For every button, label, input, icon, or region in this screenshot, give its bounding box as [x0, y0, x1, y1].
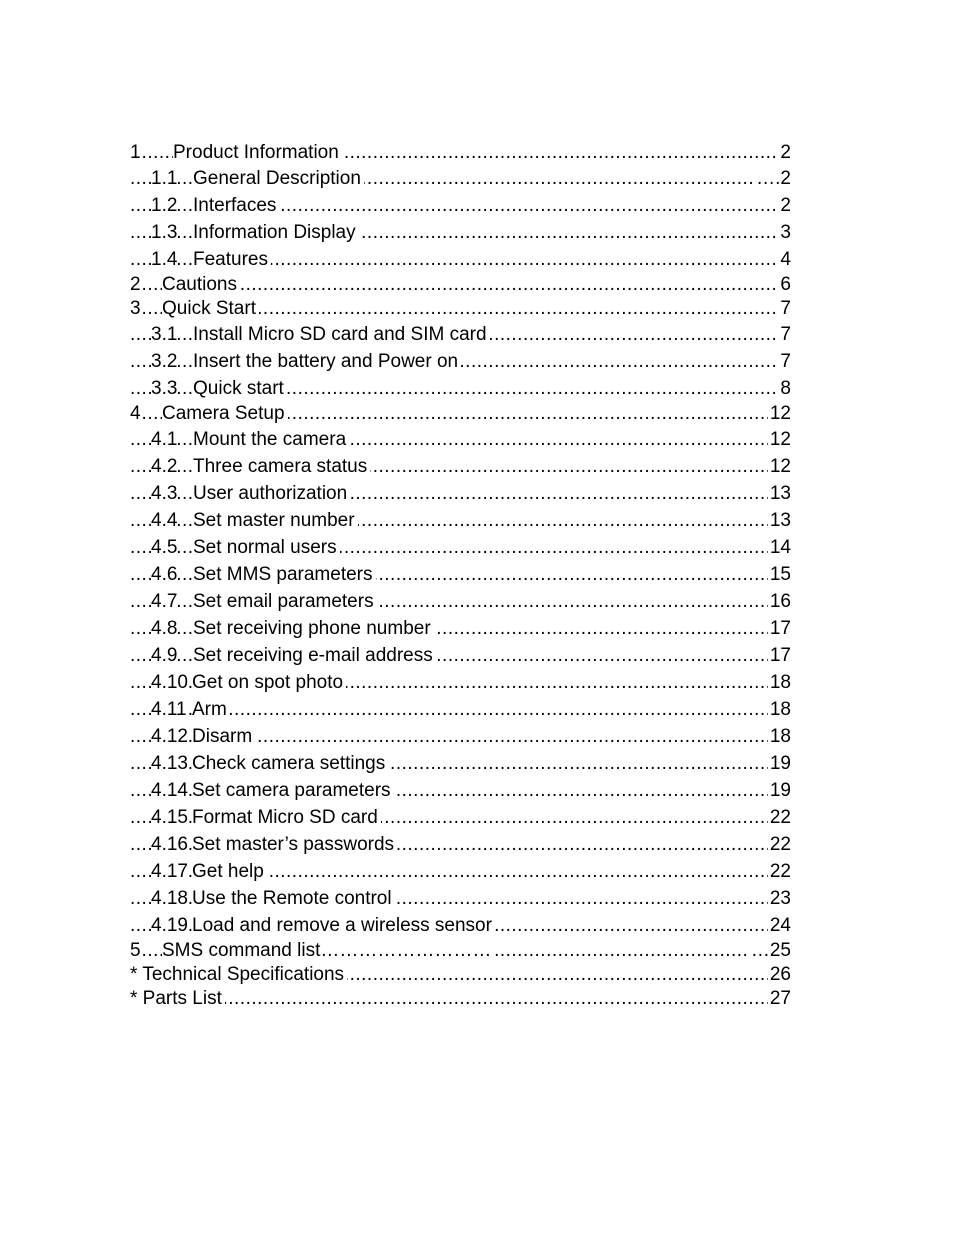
toc-entry-page: 7	[778, 348, 791, 375]
toc-entry-page: 3	[778, 219, 791, 246]
toc-entry[interactable]	[130, 480, 791, 507]
toc-entry[interactable]	[130, 192, 791, 219]
toc-entry-title: Set email parameters	[193, 588, 377, 615]
toc-entry[interactable]	[130, 561, 791, 588]
toc-entry[interactable]	[130, 723, 791, 750]
toc-entry-number: 1.3	[151, 219, 177, 246]
toc-entry-title: Disarm	[192, 723, 255, 750]
toc-entry-page: 6	[780, 274, 791, 295]
toc-entry[interactable]	[130, 858, 791, 885]
toc-entry-page: 13	[768, 507, 791, 534]
toc-entry-page: 12	[768, 426, 791, 453]
toc-entry-number: 4.1	[151, 426, 177, 453]
toc-entry[interactable]	[130, 885, 791, 912]
toc-entry[interactable]	[130, 273, 791, 297]
toc-entry-page: ….2	[754, 165, 791, 192]
toc-entry-page: 17	[768, 642, 791, 669]
toc-entry-title: SMS command list………………………	[162, 939, 494, 963]
toc-entry[interactable]	[130, 777, 791, 804]
toc-entry-title: Use the Remote control	[192, 885, 395, 912]
toc-entry-title: Quick start	[193, 375, 287, 402]
toc-entry[interactable]	[130, 141, 791, 165]
dot-leader	[130, 987, 791, 1011]
toc-entry-title: Interfaces	[193, 192, 279, 219]
toc-entry-page: 22	[768, 831, 791, 858]
toc-entry[interactable]	[130, 348, 791, 375]
toc-entry-page: 17	[768, 615, 791, 642]
toc-entry-title: General Description	[193, 165, 364, 192]
toc-entry-page: 15	[768, 561, 791, 588]
toc-entry-title: Camera Setup	[162, 402, 288, 426]
toc-entry[interactable]	[130, 165, 791, 192]
toc-entry[interactable]	[130, 987, 791, 1011]
toc-entry-title: Three camera status	[193, 453, 370, 480]
toc-entry-number: 4.13	[151, 750, 188, 777]
toc-entry-number: 3.3	[151, 375, 177, 402]
toc-entry-page: 7	[780, 298, 791, 319]
toc-entry-title: Arm	[192, 696, 230, 723]
toc-entry-page: 16	[768, 588, 791, 615]
toc-entry-number: 3.1	[151, 321, 177, 348]
toc-entry-title: Format Micro SD card	[192, 804, 381, 831]
toc-entry-title: Get on spot photo	[192, 669, 346, 696]
toc-entry[interactable]	[130, 588, 791, 615]
toc-entry[interactable]	[130, 963, 791, 987]
toc-entry-title: User authorization	[193, 480, 350, 507]
toc-entry-number: 4.10	[151, 669, 188, 696]
toc-entry-number: 1.1	[151, 165, 177, 192]
toc-entry[interactable]	[130, 426, 791, 453]
toc-entry-page: 2	[778, 192, 791, 219]
toc-entry-number: 4.7	[151, 588, 177, 615]
toc-entry-number: 3	[130, 298, 141, 319]
toc-entry-title: Cautions	[162, 273, 240, 297]
toc-entry-page: 22	[768, 858, 791, 885]
toc-entry-page: 19	[768, 750, 791, 777]
toc-entry-title: Set receiving e-mail address	[193, 642, 436, 669]
toc-entry[interactable]	[130, 297, 791, 321]
toc-entry-number: 1	[130, 142, 141, 163]
toc-entry-number: 4.2	[151, 453, 177, 480]
toc-entry-title: Install Micro SD card and SIM card	[193, 321, 490, 348]
toc-entry-title: Product Information	[173, 141, 342, 165]
toc-entry-page: 2	[780, 142, 791, 163]
toc-entry[interactable]	[130, 402, 791, 426]
toc-entry-page: 4	[778, 246, 791, 273]
toc-entry-page: 18	[768, 669, 791, 696]
toc-entry-page: 24	[768, 912, 791, 939]
toc-entry-title: Set master’s passwords	[192, 831, 397, 858]
toc-entry-number: 4.19	[151, 912, 188, 939]
toc-entry-title: Insert the battery and Power on	[193, 348, 461, 375]
toc-entry-number: 5	[130, 940, 141, 961]
toc-entry[interactable]	[130, 219, 791, 246]
toc-entry-page: 18	[768, 696, 791, 723]
toc-entry-number: 4.16	[151, 831, 188, 858]
toc-entry-title: Information Display	[193, 219, 359, 246]
toc-entry-number: 4.6	[151, 561, 177, 588]
toc-entry-number: 4.15	[151, 804, 188, 831]
toc-entry-page: 22	[768, 804, 791, 831]
toc-entry[interactable]	[130, 507, 791, 534]
toc-entry[interactable]	[130, 831, 791, 858]
toc-entry-page: 7	[778, 321, 791, 348]
toc-entry-number: 4	[130, 403, 141, 424]
toc-entry-title: Set camera parameters	[192, 777, 394, 804]
toc-entry-number: 4.12	[151, 723, 188, 750]
toc-entry-number: 4.8	[151, 615, 177, 642]
toc-entry-number: 4.5	[151, 534, 177, 561]
toc-entry-page: 23	[768, 885, 791, 912]
toc-entry-number: 1.4	[151, 246, 177, 273]
toc-entry-title: * Parts List	[130, 987, 225, 1011]
toc-entry[interactable]	[130, 804, 791, 831]
toc-entry[interactable]	[130, 615, 791, 642]
toc-entry[interactable]	[130, 453, 791, 480]
toc-entry-title: Set MMS parameters	[193, 561, 376, 588]
toc-entry[interactable]	[130, 534, 791, 561]
table-of-contents	[130, 141, 791, 1011]
toc-entry[interactable]	[130, 375, 791, 402]
toc-entry[interactable]	[130, 246, 791, 273]
toc-entry-number: 4.3	[151, 480, 177, 507]
toc-entry-title: Set normal users	[193, 534, 340, 561]
toc-entry[interactable]	[130, 642, 791, 669]
toc-entry-page: 8	[778, 375, 791, 402]
toc-entry-title: Get help	[192, 858, 267, 885]
toc-entry-title: Quick Start	[162, 297, 259, 321]
toc-entry[interactable]	[130, 321, 791, 348]
toc-entry-number: 2	[130, 274, 141, 295]
toc-entry-title: * Technical Specifications	[130, 963, 347, 987]
toc-entry-number: 4.9	[151, 642, 177, 669]
toc-entry-page: …25	[750, 940, 791, 961]
toc-entry-title: Load and remove a wireless sensor	[192, 912, 495, 939]
toc-entry-title: Set master number	[193, 507, 358, 534]
toc-entry-number: 3.2	[151, 348, 177, 375]
toc-entry-number: 4.18	[151, 885, 188, 912]
toc-entry[interactable]	[130, 696, 791, 723]
toc-entry-page: 14	[768, 534, 791, 561]
toc-entry-number: 4.11	[151, 696, 187, 723]
toc-entry-title: Set receiving phone number	[193, 615, 434, 642]
toc-entry-number: 1.2	[151, 192, 177, 219]
toc-entry-page: 27	[769, 988, 791, 1009]
toc-entry-page: 18	[768, 723, 791, 750]
toc-entry-page: 12	[768, 453, 791, 480]
toc-entry[interactable]	[130, 750, 791, 777]
toc-entry-page: 12	[769, 403, 791, 424]
toc-entry-page: 26	[769, 964, 791, 985]
toc-entry[interactable]	[130, 669, 791, 696]
toc-entry-number: 4.4	[151, 507, 177, 534]
toc-entry[interactable]	[130, 912, 791, 939]
toc-entry-title: Check camera settings	[192, 750, 388, 777]
toc-entry-title: Mount the camera	[193, 426, 349, 453]
toc-entry-number: 4.17	[151, 858, 188, 885]
toc-entry[interactable]	[130, 939, 791, 963]
toc-entry-number: 4.14	[151, 777, 188, 804]
toc-entry-page: 19	[768, 777, 791, 804]
toc-entry-title: Features	[193, 246, 271, 273]
toc-entry-page: 13	[768, 480, 791, 507]
